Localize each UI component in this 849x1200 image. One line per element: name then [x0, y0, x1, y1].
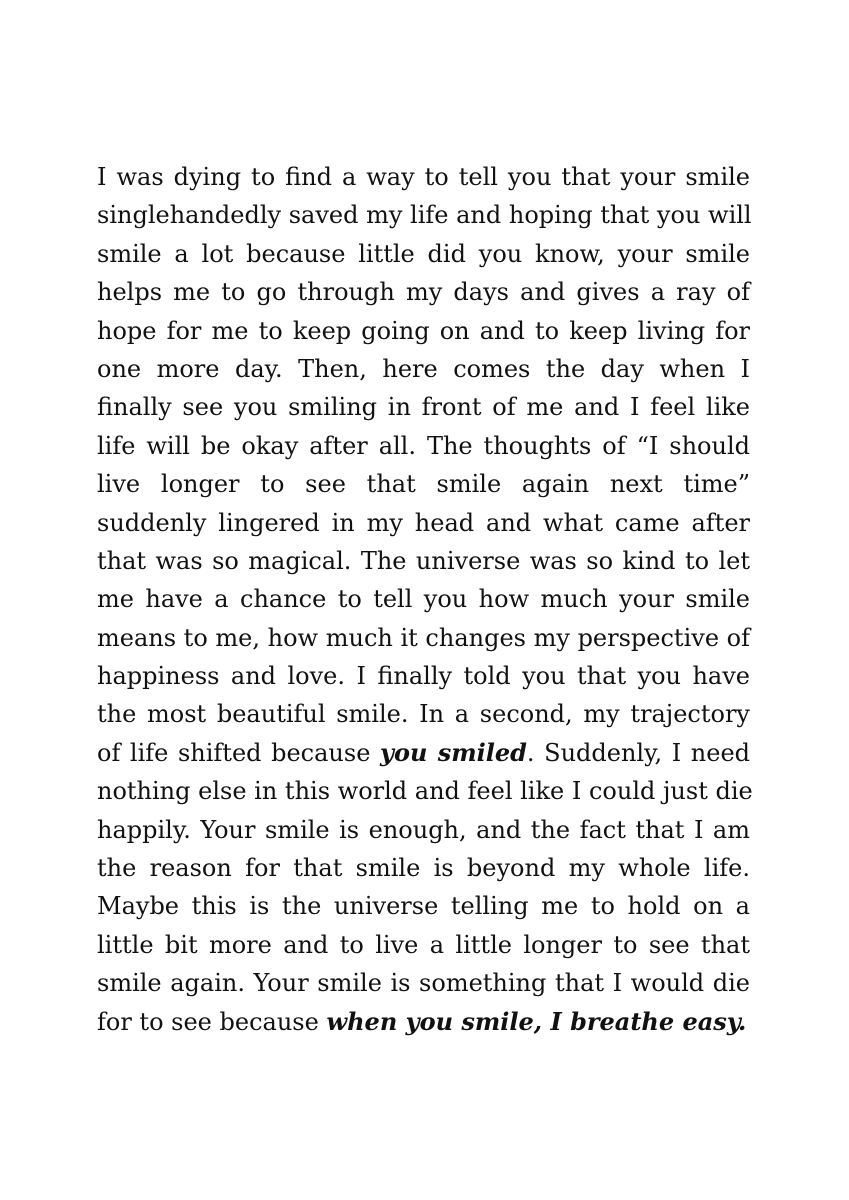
text-line: one more day. Then, here comes the day when I — [97, 354, 750, 383]
text-segment: . Suddenly, I need — [526, 738, 751, 767]
text-line: life will be okay after all. The thoughts of “I should — [97, 431, 750, 460]
text-segment: for to see because — [97, 1007, 327, 1036]
text-line: that was so magical. The universe was so kind to let — [97, 546, 750, 575]
text-line — [97, 734, 750, 772]
text-line: the reason for that smile is beyond my whole life. — [97, 854, 750, 883]
text-segment: of life shifted because — [97, 738, 380, 767]
text-line: hope for me to keep going on and to keep living for — [97, 316, 750, 345]
text-line: little bit more and to live a little longer to see that — [97, 930, 750, 959]
text-line: live longer to see that smile again next time” — [97, 470, 750, 499]
text-line: happily. Your smile is enough, and the fact that I am — [97, 815, 750, 844]
text-line — [97, 1003, 750, 1041]
letter-body — [97, 158, 753, 1041]
text-line: smile again. Your smile is something that I would die — [97, 969, 750, 998]
text-line: helps me to go through my days and gives a ray of — [97, 278, 750, 307]
text-line: suddenly lingered in my head and what came after — [97, 508, 750, 537]
text-line: smile a lot because little did you know, your smile — [97, 239, 750, 268]
text-line: the most beautiful smile. In a second, my trajectory — [97, 700, 750, 729]
text-line: nothing else in this world and feel like I could just die — [97, 777, 753, 806]
text-line: means to me, how much it changes my perspective of — [97, 623, 750, 652]
text-line: I was dying to find a way to tell you that your smile — [97, 163, 750, 191]
emphasized-text: you smiled — [380, 737, 527, 767]
text-line: finally see you smiling in front of me and I feel like — [97, 393, 750, 422]
text-line: happiness and love. I finally told you that you have — [97, 662, 750, 691]
emphasized-text: when you smile, I breathe easy. — [326, 1006, 747, 1036]
text-line: singlehandedly saved my life and hoping that you will — [97, 201, 752, 230]
text-line: me have a chance to tell you how much your smile — [97, 585, 750, 614]
text-line: Maybe this is the universe telling me to hold on a — [97, 892, 750, 921]
